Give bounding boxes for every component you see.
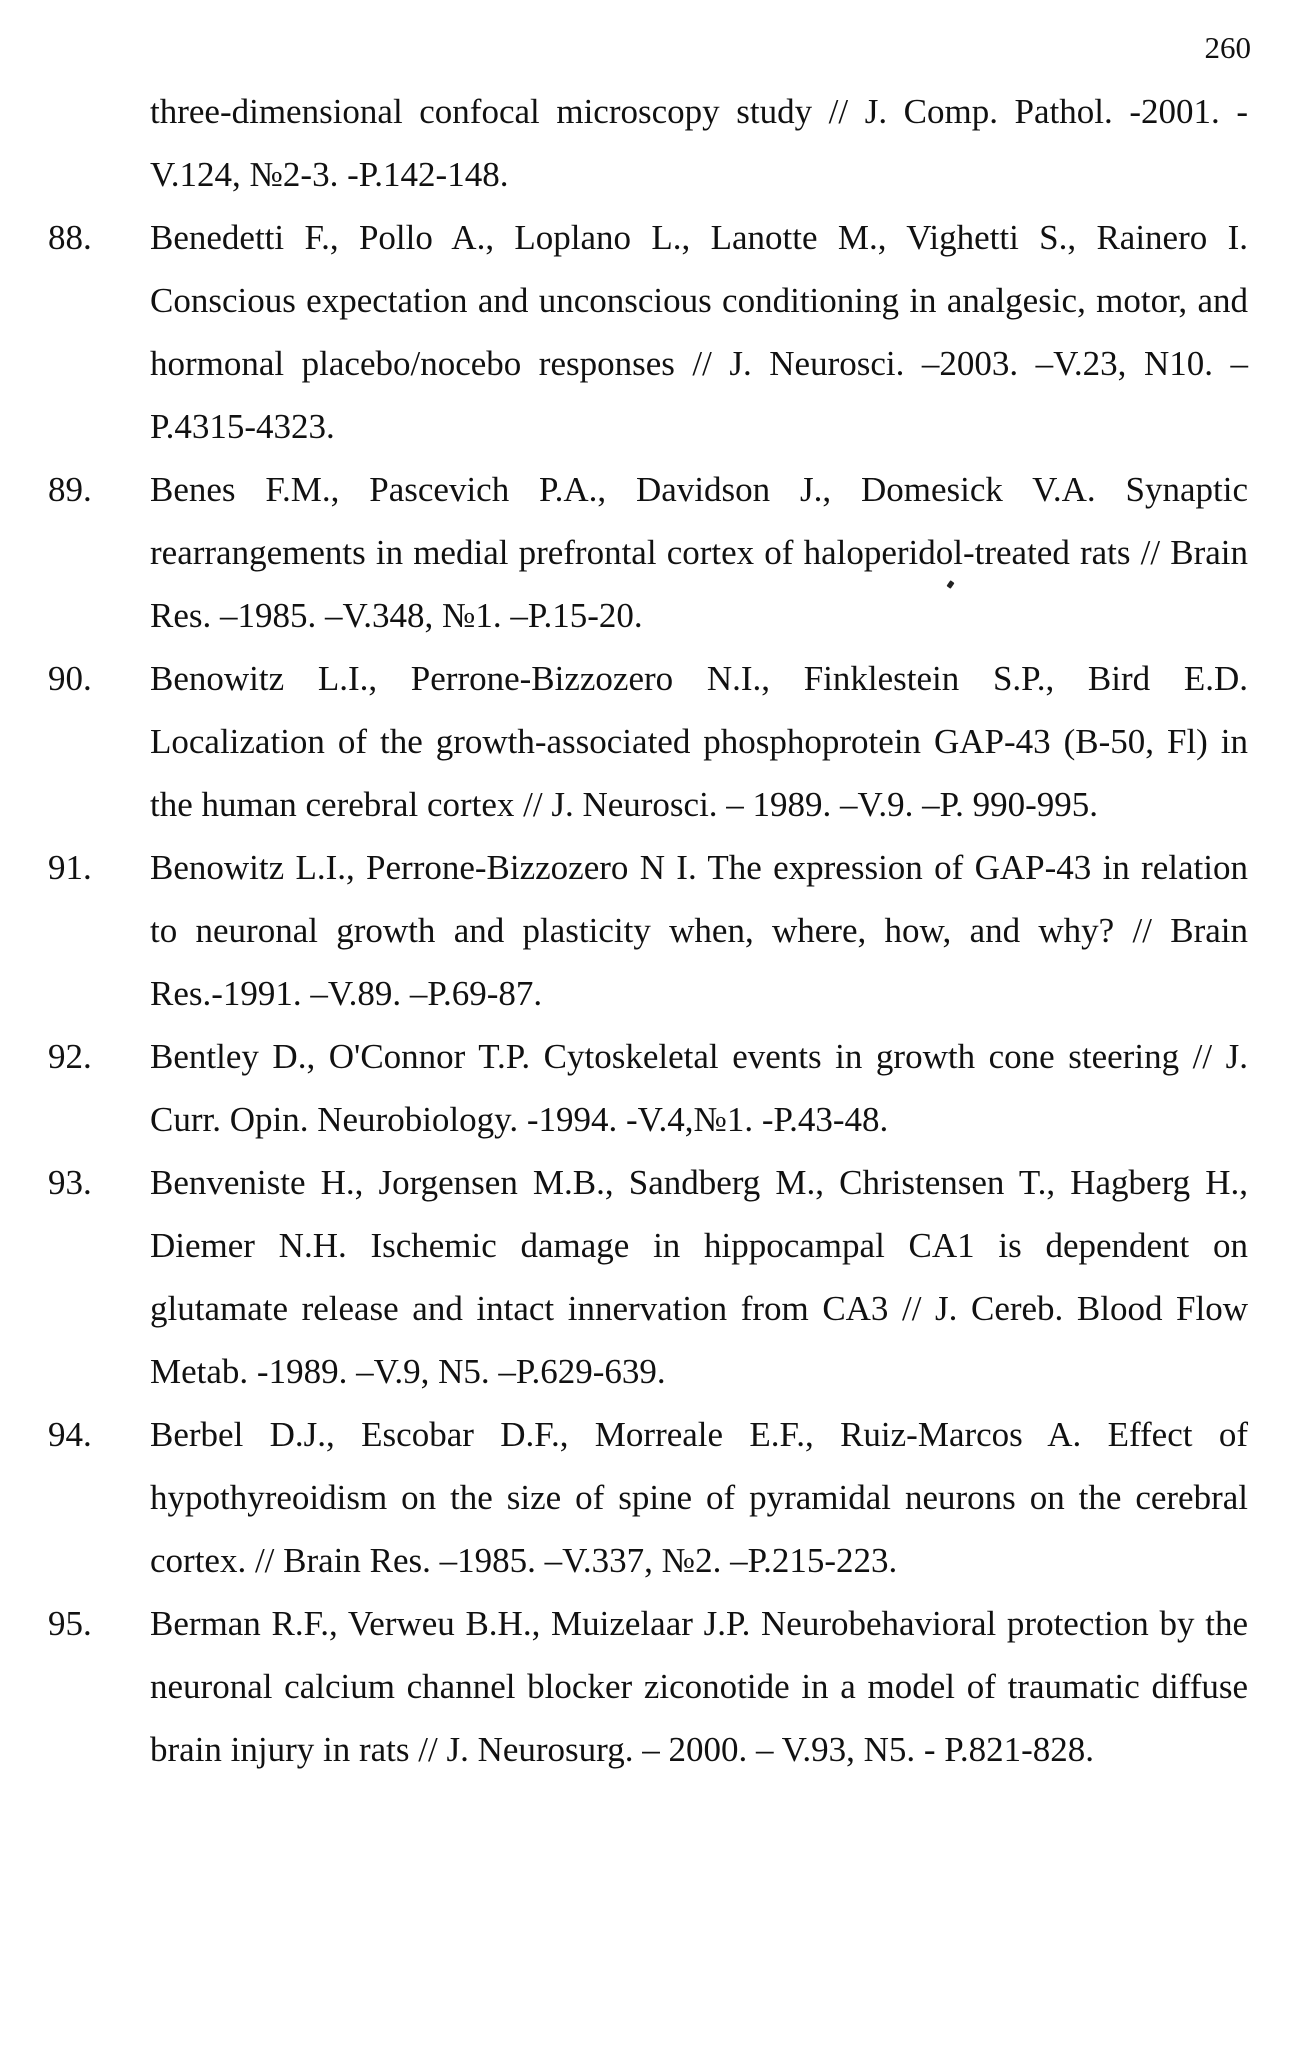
reference-number: 90. [48,659,92,698]
reference-text: Benowitz L.I., Perrone-Bizzozero N.I., Finklestein S.P., Bird E.D. Localization of the growth-associated phosphoprotein GAP-43 (B-50, Fl) in the human cerebral cortex // J. Neurosci. – 1989. –V.9. –P. 990-995. [150,659,1248,824]
reference-continuation [98,80,1248,206]
reference-text: Bentley D., O'Connor T.P. Cytoskeletal events in growth cone steering // J. Curr. Opin. Neurobiology. -1994. -V.4,№1. -P.43-48. [150,1037,1248,1139]
page-number: 260 [1204,30,1251,65]
reference-text: Benedetti F., Pollo A., Loplano L., Lanotte M., Vighetti S., Rainero I. Conscious expectation and unconscious conditioning in analgesic, motor, and hormonal placebo/nocebo responses // J. Neurosci. –2003. –V.23, N10. –P.4315-4323. [150,218,1248,446]
reference-list [48,80,1248,1781]
reference-number: 88. [48,218,92,257]
reference-text: Berman R.F., Verweu B.H., Muizelaar J.P. Neurobehavioral protection by the neuronal calcium channel blocker ziconotide in a model of traumatic diffuse brain injury in rats // J. Neurosurg. – 2000. – V.93, N5. - P.821-828. [150,1604,1248,1769]
reference-text: Benes F.M., Pascevich P.A., Davidson J., Domesick V.A. Synaptic rearrangements in medial prefrontal cortex of haloperidol-treated rats // Brain Res. –1985. –V.348, №1. –P.15-20. [150,470,1248,635]
reference-text: Berbel D.J., Escobar D.F., Morreale E.F., Ruiz-Marcos A. Effect of hypothyreoidism on the size of spine of pyramidal neurons on the cerebral cortex. // Brain Res. –1985. –V.337, №2. –P.215-223. [150,1415,1248,1580]
reference-item-91 [48,836,1248,1025]
reference-continuation-text: three-dimensional confocal microscopy study // J. Comp. Pathol. -2001. - V.124, №2-3. -P.142-148. [150,92,1248,194]
reference-item-94 [48,1403,1248,1592]
reference-text: Benowitz L.I., Perrone-Bizzozero N I. The expression of GAP-43 in relation to neuronal growth and plasticity when, where, how, and why? // Brain Res.-1991. –V.89. –P.69-87. [150,848,1248,1013]
reference-item-95 [48,1592,1248,1781]
reference-item-93 [48,1151,1248,1403]
reference-item-89 [48,458,1248,647]
reference-number: 91. [48,848,92,887]
reference-number: 89. [48,470,92,509]
reference-number: 95. [48,1604,92,1643]
reference-item-88 [48,206,1248,458]
reference-item-90 [48,647,1248,836]
reference-number: 92. [48,1037,92,1076]
reference-text: Benveniste H., Jorgensen M.B., Sandberg M., Christensen T., Hagberg H., Diemer N.H. Ischemic damage in hippocampal CA1 is dependent on glutamate release and intact innervation from CA3 // J. Cereb. Blood Flow Metab. -1989. –V.9, N5. –P.629-639. [150,1163,1248,1391]
reference-number: 94. [48,1415,92,1454]
reference-item-92 [48,1025,1248,1151]
reference-number: 93. [48,1163,92,1202]
